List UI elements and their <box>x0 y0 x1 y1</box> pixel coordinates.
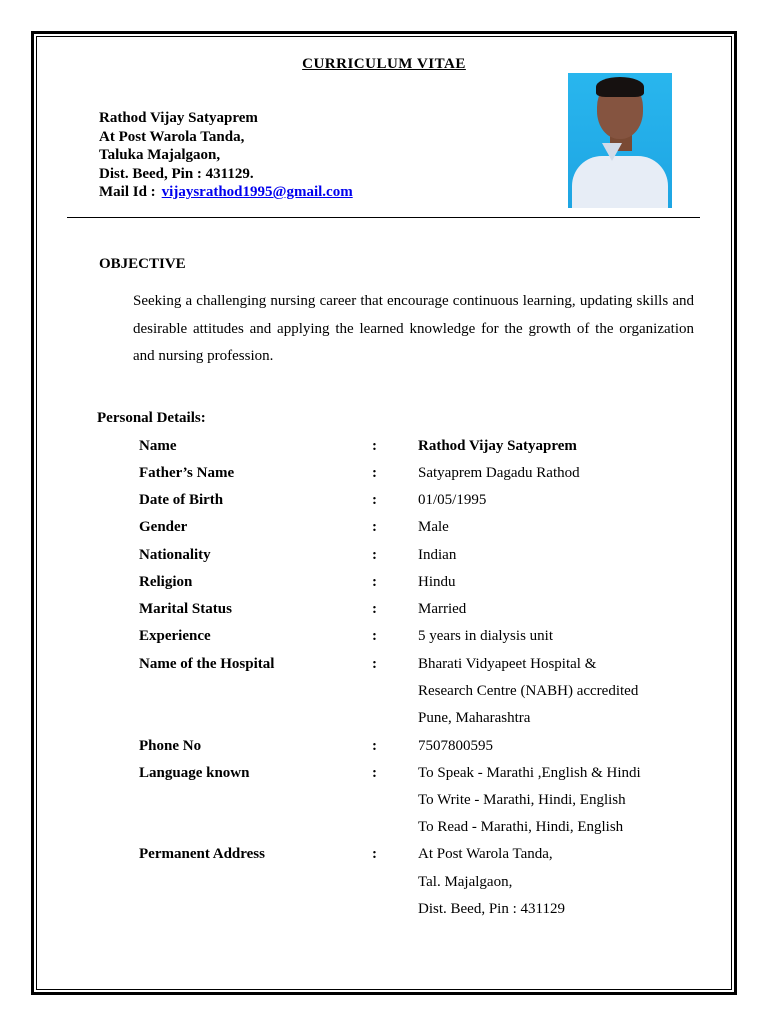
detail-row <box>0 465 768 485</box>
detail-separator: : <box>372 438 377 454</box>
detail-row <box>0 792 768 812</box>
detail-row <box>0 438 768 458</box>
detail-separator: : <box>372 601 377 617</box>
detail-value: 5 years in dialysis unit <box>418 628 553 644</box>
detail-label: Permanent Address <box>139 846 265 862</box>
detail-row <box>0 765 768 785</box>
detail-value: Hindu <box>418 574 456 590</box>
detail-value: Married <box>418 601 467 617</box>
detail-row <box>0 519 768 539</box>
detail-separator: : <box>372 519 377 535</box>
address-line-2: Taluka Majalgaon, <box>99 147 221 163</box>
detail-value: To Speak - Marathi ,English & Hindi <box>418 765 641 781</box>
detail-separator: : <box>372 656 377 672</box>
candidate-name: Rathod Vijay Satyaprem <box>99 110 258 126</box>
detail-row <box>0 819 768 839</box>
detail-label: Religion <box>139 574 193 590</box>
objective-text: Seeking a challenging nursing career that encourage continuous learning, updating skills and desirable attitudes and applying the learned knowledge for the growth of the organization and nursing profession. <box>133 293 694 364</box>
detail-row <box>0 874 768 894</box>
detail-separator: : <box>372 547 377 563</box>
detail-value: To Read - Marathi, Hindi, English <box>418 819 624 835</box>
address-line-1: At Post Warola Tanda, <box>99 128 245 145</box>
detail-row <box>0 656 768 676</box>
detail-label: Date of Birth <box>139 492 224 508</box>
detail-value: Rathod Vijay Satyaprem <box>418 438 577 454</box>
detail-label: Language known <box>139 765 250 781</box>
detail-value: At Post Warola Tanda, <box>418 846 553 862</box>
detail-value: Dist. Beed, Pin : 431129 <box>418 901 565 917</box>
detail-label: Name <box>139 438 177 454</box>
contact-block <box>99 109 353 202</box>
detail-row <box>0 710 768 730</box>
detail-value: Indian <box>418 547 457 563</box>
detail-label: Phone No <box>139 738 202 754</box>
detail-value: Satyaprem Dagadu Rathod <box>418 465 580 481</box>
detail-separator: : <box>372 846 377 862</box>
detail-value: 7507800595 <box>418 738 493 754</box>
document-title: CURRICULUM VITAE <box>302 56 466 72</box>
detail-label: Father’s Name <box>139 465 235 481</box>
detail-value: Tal. Majalgaon, <box>418 874 513 890</box>
email-link[interactable]: vijaysrathod1995@gmail.com <box>161 184 353 200</box>
detail-row <box>0 738 768 758</box>
detail-value: Research Centre (NABH) accredited <box>418 683 639 699</box>
profile-photo <box>568 73 672 208</box>
detail-row <box>0 574 768 594</box>
detail-separator: : <box>372 492 377 508</box>
detail-separator: : <box>372 738 377 754</box>
detail-value: To Write - Marathi, Hindi, English <box>418 792 626 808</box>
detail-separator: : <box>372 628 377 644</box>
detail-label: Marital Status <box>139 601 232 617</box>
detail-value: Bharati Vidyapeet Hospital & <box>418 656 597 672</box>
detail-value: 01/05/1995 <box>418 492 487 508</box>
detail-row <box>0 901 768 921</box>
detail-label: Gender <box>139 519 188 535</box>
detail-separator: : <box>372 765 377 781</box>
detail-value: Pune, Maharashtra <box>418 710 531 726</box>
detail-label: Nationality <box>139 547 211 563</box>
header-divider <box>67 217 700 218</box>
detail-label: Experience <box>139 628 211 644</box>
detail-row <box>0 846 768 866</box>
personal-details-heading: Personal Details: <box>97 410 206 426</box>
detail-row <box>0 492 768 512</box>
address-line-3: Dist. Beed, Pin : 431129. <box>99 165 254 182</box>
mail-row <box>99 183 353 202</box>
detail-row <box>0 547 768 567</box>
detail-row <box>0 628 768 648</box>
detail-row <box>0 683 768 703</box>
detail-label: Name of the Hospital <box>139 656 275 672</box>
detail-row <box>0 601 768 621</box>
detail-separator: : <box>372 574 377 590</box>
objective-heading: OBJECTIVE <box>99 256 186 272</box>
detail-separator: : <box>372 465 377 481</box>
mail-label: Mail Id : <box>99 184 156 200</box>
detail-value: Male <box>418 519 449 535</box>
